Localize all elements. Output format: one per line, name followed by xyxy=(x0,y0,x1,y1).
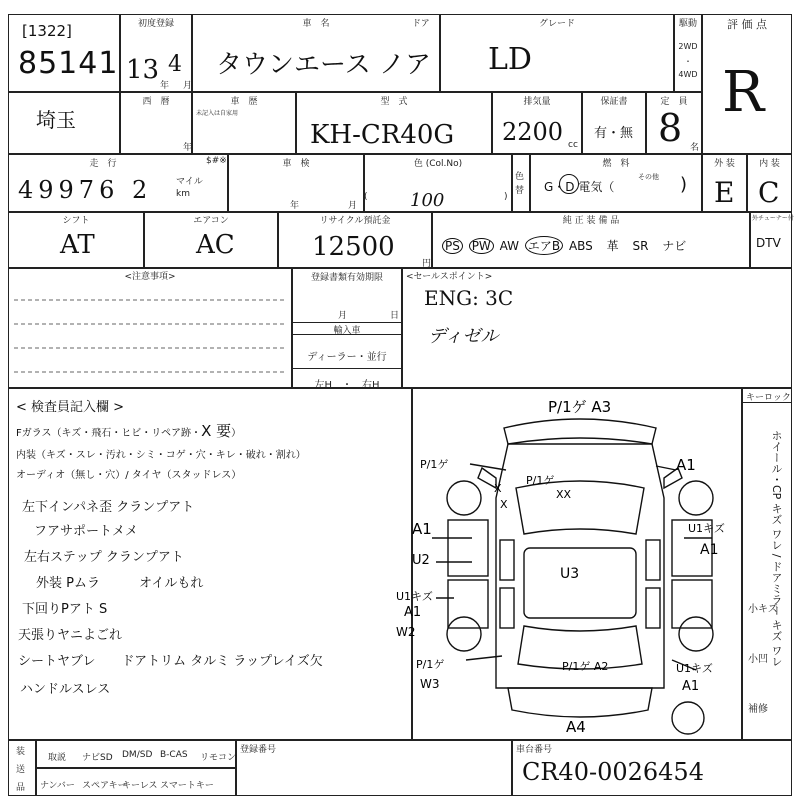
fuel-d-circle xyxy=(559,174,579,194)
note-line: 左右ステップ クランプアト xyxy=(24,550,184,565)
equip-airbag: エアB xyxy=(525,236,563,255)
svg-text:X: X xyxy=(500,498,508,511)
wheel-label: ホイール・CP キズ ワレ / ドアミラー キズ ワレ xyxy=(770,430,783,667)
footer-side-label: 装 xyxy=(16,747,26,757)
shift: AT xyxy=(60,230,95,260)
notes-dashed-lines xyxy=(8,268,292,388)
inspection-year-unit: 年 xyxy=(290,201,300,211)
score-label: 評 価 点 xyxy=(727,18,767,31)
footer-item: ナビSD xyxy=(82,753,113,763)
grade-label: グレード xyxy=(538,19,575,29)
footer-item: B-CAS xyxy=(160,750,188,760)
first-reg-year: 13 xyxy=(126,55,160,85)
mark-front: P/1ゲ A3 xyxy=(548,398,612,416)
note-line: シートヤブレ ドアトリム タルミ ラップレイズ欠 xyxy=(18,654,323,669)
glass-line xyxy=(16,420,241,441)
fuel-other: その他 xyxy=(638,173,659,181)
doc-deadline-label: 登録書類有効期限 xyxy=(310,273,383,283)
equip-abs: ABS xyxy=(568,239,593,253)
lot-number: 85141 xyxy=(18,46,119,81)
mark-roof: U3 xyxy=(560,566,580,582)
note-line: 下回りPアト S xyxy=(22,602,108,617)
key-label: キーロック xyxy=(746,393,791,403)
car-name: タウンエース ノア xyxy=(216,50,431,80)
color: 100 xyxy=(410,190,445,211)
capacity-label: 定 員 xyxy=(660,97,688,107)
ac-label: エアコン xyxy=(193,216,229,226)
car-diagram xyxy=(396,388,742,740)
equip-sr: SR xyxy=(632,239,649,253)
mileage-label: 走 行 xyxy=(89,159,117,169)
fuel-options: G・D 電気（ xyxy=(544,180,615,194)
score: R xyxy=(722,60,765,125)
tuner-label: 外チューナー付 xyxy=(752,215,794,222)
recycle-label: リサイクル預託金 xyxy=(319,216,391,226)
mark-fl-fender: P/1ゲ xyxy=(420,458,449,471)
drive-4wd: 4WD xyxy=(678,70,698,79)
doc-month-unit: 月 xyxy=(338,311,348,321)
mark-rear-right-a1: A1 xyxy=(682,679,700,694)
mark-rear-w3: W3 xyxy=(420,677,440,691)
repair-label: 補修 xyxy=(748,704,768,715)
footer-side-label: 品 xyxy=(16,783,26,793)
warranty: 有・無 xyxy=(594,126,634,141)
fuel-label: 燃 料 xyxy=(602,159,630,169)
month-unit: 月 xyxy=(183,81,193,91)
dealer-label: ディーラー・並行 xyxy=(307,352,387,363)
mark-right-u1: U1キズ xyxy=(688,522,725,535)
sales-point-1: ENG: 3C xyxy=(424,286,514,310)
history-note: 未記入は自家用 xyxy=(196,110,239,117)
first-reg-label: 初度登録 xyxy=(137,19,174,29)
lot-code: [1322] xyxy=(22,22,72,40)
small-dent: 小凹 xyxy=(748,654,768,665)
mark-left-a1: A1 xyxy=(412,520,432,538)
glass-x: X 要 xyxy=(201,422,232,440)
grade: LD xyxy=(488,42,532,77)
mark-rear-left: P/1ゲ xyxy=(416,658,445,671)
footer-item: スペアキー xyxy=(82,781,127,791)
note-line: フアサポートメメ xyxy=(34,524,138,539)
history-label: 車 歴 xyxy=(230,97,258,107)
displacement: 2200 xyxy=(502,118,564,146)
shift-label: シフト xyxy=(62,216,90,226)
equip-leather: 革 xyxy=(606,239,619,253)
year-unit: 年 xyxy=(160,81,170,91)
equipment-list xyxy=(442,236,688,255)
mark-rear-right: U1キズ xyxy=(676,662,713,675)
steering-label: 左H ・ 右H xyxy=(314,380,380,391)
notes-label: <注意事項> xyxy=(124,272,176,282)
capacity-unit: 名 xyxy=(690,143,700,153)
glass-end: ） xyxy=(231,428,242,439)
interior-line: 内装（キズ・スレ・汚れ・シミ・コゲ・穴・キレ・破れ・割れ） xyxy=(16,450,306,461)
mark-left-u2: U2 xyxy=(412,553,430,568)
west-year-unit: 年 xyxy=(183,143,193,153)
footer-item: リモコン xyxy=(200,753,237,763)
model: KH-CR40G xyxy=(310,120,455,150)
small-scratch: 小キズ xyxy=(748,604,778,615)
sales-point-2: ディゼル xyxy=(428,326,499,347)
mark-rear-center: P/1ゲ A2 xyxy=(562,660,609,673)
note-line: 外装 Pムラ オイルもれ xyxy=(36,576,204,591)
color-change-label: 色替 xyxy=(515,172,525,196)
recycle: 12500 xyxy=(312,232,395,262)
footer-item: スマートキー xyxy=(160,781,214,791)
doc-day-unit: 日 xyxy=(390,311,400,321)
chassis: CR40-0026454 xyxy=(522,758,704,786)
reg-box xyxy=(236,740,512,796)
inspection-month-unit: 月 xyxy=(348,201,358,211)
color-label: 色 (Col.No) xyxy=(413,159,463,169)
exterior: E xyxy=(714,176,735,209)
warranty-label: 保証書 xyxy=(600,97,628,107)
mark-left-w2: W2 xyxy=(396,625,416,639)
displacement-label: 排気量 xyxy=(523,97,551,107)
door-label: ドア xyxy=(412,19,430,29)
drive-2wd: 2WD xyxy=(678,42,698,51)
west-label: 西 暦 xyxy=(142,97,170,107)
footer-item: キーレス xyxy=(122,781,158,791)
glass-line-text: Fガラス（キズ・飛石・ヒビ・リペア跡・ xyxy=(16,428,202,439)
mark-left-a1b: A1 xyxy=(404,605,422,620)
equip-dtv: DTV xyxy=(756,236,781,250)
mark-left-u1: U1キズ xyxy=(396,590,433,603)
equipment-label: 純 正 装 備 品 xyxy=(562,216,620,226)
mark-rear: A4 xyxy=(566,718,586,736)
note-line: 左下インパネ歪 クランプアト xyxy=(22,500,195,515)
svg-text:XX: XX xyxy=(556,488,572,501)
footer-side-label: 送 xyxy=(16,765,26,775)
sf-label: $#※ xyxy=(206,156,227,166)
equip-navi: ナビ xyxy=(662,239,687,253)
footer-item: 取説 xyxy=(48,753,67,763)
note-line: 天張りヤニよごれ xyxy=(18,628,123,643)
car-name-label: 車 名 xyxy=(302,19,330,29)
region: 埼玉 xyxy=(36,108,76,132)
equip-ps: PS xyxy=(442,238,463,254)
inspection-label: 車 検 xyxy=(282,159,310,169)
interior-label: 内 装 xyxy=(759,159,780,169)
equip-aw: AW xyxy=(499,239,520,253)
yen-unit: 円 xyxy=(422,259,432,269)
ac: AC xyxy=(196,230,235,260)
footer-item: DM/SD xyxy=(122,750,153,760)
inspector-title: < 検査員記入欄 > xyxy=(16,400,125,415)
mark-bonnet: P/1ゲ xyxy=(526,474,555,487)
interior: C xyxy=(758,176,780,209)
first-reg-month: 4 xyxy=(168,52,182,77)
sales-point-label: <セールスポイント> xyxy=(406,272,493,282)
model-label: 型 式 xyxy=(380,97,408,107)
mileage: 49976 2 xyxy=(18,176,153,204)
note-line: ハンドルスレス xyxy=(20,682,111,697)
reg-label: 登録番号 xyxy=(240,745,277,755)
drive-label: 駆動 xyxy=(678,19,697,29)
exterior-label: 外 装 xyxy=(714,159,735,169)
cc-unit: cc xyxy=(568,140,578,150)
svg-text:X: X xyxy=(494,482,502,495)
mark-right-a1: A1 xyxy=(700,542,719,558)
import-label: 輸入車 xyxy=(333,326,361,336)
footer-item: ナンバー xyxy=(40,781,75,791)
capacity: 8 xyxy=(658,106,683,150)
chassis-label: 車台番号 xyxy=(516,745,553,755)
mileage-unit: マイル km xyxy=(176,177,203,199)
audio-line: オーディオ（無し・穴）/ タイヤ（スタッドレス） xyxy=(16,470,242,481)
mark-fr: A1 xyxy=(676,456,696,474)
equip-pw: PW xyxy=(469,238,494,254)
